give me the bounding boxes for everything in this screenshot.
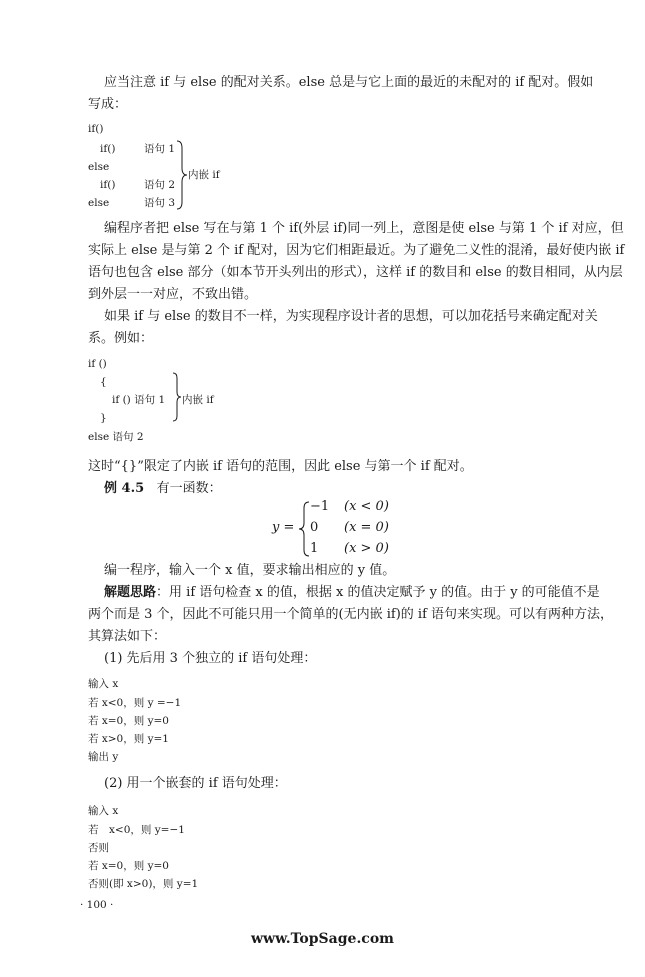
code1-line-1: if() <box>88 123 104 135</box>
case-condition-2: (x = 0) <box>344 520 389 535</box>
case-condition-1: (x < 0) <box>344 499 389 514</box>
code2-line-3: if () 语句 1 <box>112 394 166 406</box>
paragraph-1-line-1: 应当注意 if 与 else 的配对关系。else 总是与它上面的最近的未配对的 if 配对。假如 <box>104 75 594 90</box>
case-value-3: 1 <box>310 541 319 556</box>
code1-line-4a: if() <box>100 179 116 191</box>
example-label: 例 4.5 <box>104 481 145 496</box>
case-condition-3: (x > 0) <box>344 541 389 556</box>
code2-line-1: if () <box>88 358 107 370</box>
code1-line-5a: else <box>88 197 110 209</box>
method-2-heading: (2) 用一个嵌套的 if 语句处理： <box>104 776 287 791</box>
algo2-line: 否则(即 x>0)，则 y=1 <box>88 878 199 890</box>
algo1-line: 若 x=0，则 y=0 <box>88 715 169 727</box>
paragraph-4: 这时“{}”限定了内嵌 if 语句的范围，因此 else 与第一个 if 配对。 <box>88 459 473 474</box>
code1-line-3: else <box>88 161 110 173</box>
code1-line-2a: if() <box>100 143 116 155</box>
algo1-line: 输出 y <box>88 751 119 763</box>
paragraph-5: 编一程序，输入一个 x 值，要求输出相应的 y 值。 <box>104 563 396 578</box>
paragraph-6-line-3: 其算法如下： <box>88 629 167 644</box>
paragraph-1-line-2: 写成： <box>88 97 128 112</box>
right-brace-icon <box>176 140 188 210</box>
paragraph-2-line-4: 到外层一一对应，不致出错。 <box>88 287 258 302</box>
example-text: 有一函数： <box>156 481 222 496</box>
paragraph-2-line-2: 实际上 else 是与第 2 个 if 配对，因为它们相距最近。为了避免二义性的混淆，最好使内嵌 if <box>88 243 625 258</box>
algo1-line: 若 x>0，则 y=1 <box>88 733 169 745</box>
paragraph-2-line-1: 编程序者把 else 写在与第 1 个 if(外层 if)同一列上，意图是使 else 与第 1 个 if 对应，但 <box>104 221 624 236</box>
paragraph-3-line-2: 系。例如： <box>88 331 154 346</box>
paragraph-6-line-2: 两个而是 3 个，因此不可能只用一个简单的(无内嵌 if)的 if 语句来实现。可以有两种方法， <box>88 607 614 622</box>
algo1-line: 若 x<0，则 y =−1 <box>88 697 182 709</box>
page-number: · 100 · <box>80 899 114 911</box>
hint-label: 解题思路 <box>104 585 157 600</box>
example-heading <box>104 481 222 497</box>
footer-url[interactable]: www.TopSage.com <box>251 931 394 947</box>
case-value-1: −1 <box>310 499 330 514</box>
code2-line-4: } <box>100 412 107 424</box>
algo1-line: 输入 x <box>88 678 119 690</box>
code2-line-2: { <box>100 376 107 388</box>
function-lhs: y = <box>272 520 295 535</box>
algo2-line: 否则 <box>88 842 109 854</box>
code1-line-4b: 语句 2 <box>144 179 176 191</box>
paragraph-6-line-1 <box>104 585 600 601</box>
algo2-line: 输入 x <box>88 805 119 817</box>
hint-colon: ： <box>156 585 170 600</box>
code2-nested-label: 内嵌 if <box>182 394 214 406</box>
algo2-line: 若 x<0，则 y=−1 <box>88 824 185 836</box>
hint-text: 用 if 语句检查 x 的值，根据 x 的值决定赋予 y 的值。由于 y 的可能值不是 <box>169 585 600 600</box>
code1-nested-label: 内嵌 if <box>188 169 220 181</box>
code1-line-5b: 语句 3 <box>144 197 176 209</box>
paragraph-3-line-1: 如果 if 与 else 的数目不一样，为实现程序设计者的思想，可以加花括号来确定配对关 <box>104 309 598 324</box>
code2-line-5: else 语句 2 <box>88 431 144 443</box>
paragraph-2-line-3: 语句也包含 else 部分（如本节开头列出的形式），这样 if 的数目和 else 的数目相同，从内层 <box>88 265 623 280</box>
algo2-line: 若 x=0，则 y=0 <box>88 860 169 872</box>
left-brace-icon <box>298 501 310 557</box>
case-value-2: 0 <box>310 520 319 535</box>
right-brace-icon <box>172 372 182 422</box>
method-1-heading: (1) 先后用 3 个独立的 if 语句处理： <box>104 651 317 666</box>
code1-line-2b: 语句 1 <box>144 143 176 155</box>
